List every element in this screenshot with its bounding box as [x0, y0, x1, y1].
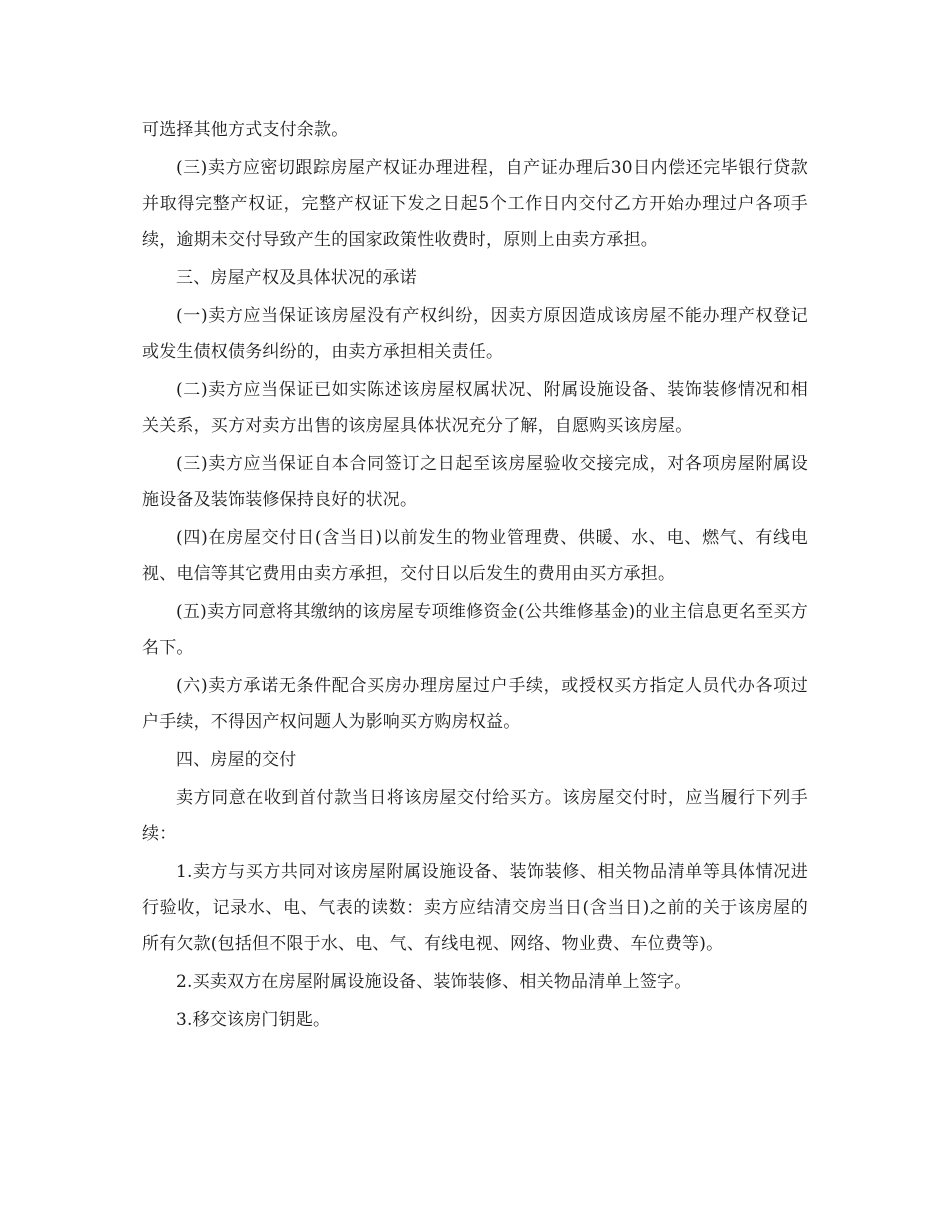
paragraph-clause-2-3: (三)卖方应密切跟踪房屋产权证办理进程，自产证办理后30日内偿还完毕银行贷款并取得完整产权证，完整产权证下发之日起5个工作日内交付乙方开始办理过户各项手续，逾期未交付导致产生的国家政策性收费时，原则上由卖方承担。 — [142, 158, 808, 250]
document-body — [142, 112, 808, 1040]
paragraph-clause-3-2: (二)卖方应当保证已如实陈述该房屋权属状况、附属设施设备、装饰装修情况和相关关系，买方对卖方出售的该房屋具体状况充分了解，自愿购买该房屋。 — [142, 380, 808, 436]
paragraph-clause-3-3: (三)卖方应当保证自本合同签订之日起至该房屋验收交接完成，对各项房屋附属设施设备及装饰装修保持良好的状况。 — [142, 454, 808, 510]
paragraph-delivery-item-2: 2.买卖双方在房屋附属设施设备、装饰装修、相关物品清单上签字。 — [176, 972, 692, 992]
paragraph-delivery-item-3: 3.移交该房门钥匙。 — [176, 1010, 331, 1030]
paragraph-clause-3-5: (五)卖方同意将其缴纳的该房屋专项维修资金(公共维修基金)的业主信息更名至买方名下。 — [142, 602, 808, 658]
paragraph-clause-3-1: (一)卖方应当保证该房屋没有产权纠纷，因卖方原因造成该房屋不能办理产权登记或发生债权债务纠纷的，由卖方承担相关责任。 — [142, 306, 808, 362]
section-heading-4: 四、房屋的交付 — [176, 750, 297, 770]
paragraph-clause-3-4: (四)在房屋交付日(含当日)以前发生的物业管理费、供暖、水、电、燃气、有线电视、电信等其它费用由卖方承担，交付日以后发生的费用由买方承担。 — [142, 528, 808, 584]
paragraph-continuation: 可选择其他方式支付余款。 — [142, 120, 349, 140]
paragraph-clause-3-6: (六)卖方承诺无条件配合买房办理房屋过户手续，或授权买方指定人员代办各项过户手续，不得因产权问题人为影响买方购房权益。 — [142, 676, 808, 732]
paragraph-delivery-intro: 卖方同意在收到首付款当日将该房屋交付给买方。该房屋交付时，应当履行下列手续： — [142, 788, 808, 844]
section-heading-3: 三、房屋产权及具体状况的承诺 — [176, 268, 417, 288]
paragraph-delivery-item-1: 1.卖方与买方共同对该房屋附属设施设备、装饰装修、相关物品清单等具体情况进行验收，记录水、电、气表的读数：卖方应结清交房当日(含当日)之前的关于该房屋的所有欠款(包括但不限于水、电、气、有线电视、网络、物业费、车位费等)。 — [142, 862, 808, 954]
